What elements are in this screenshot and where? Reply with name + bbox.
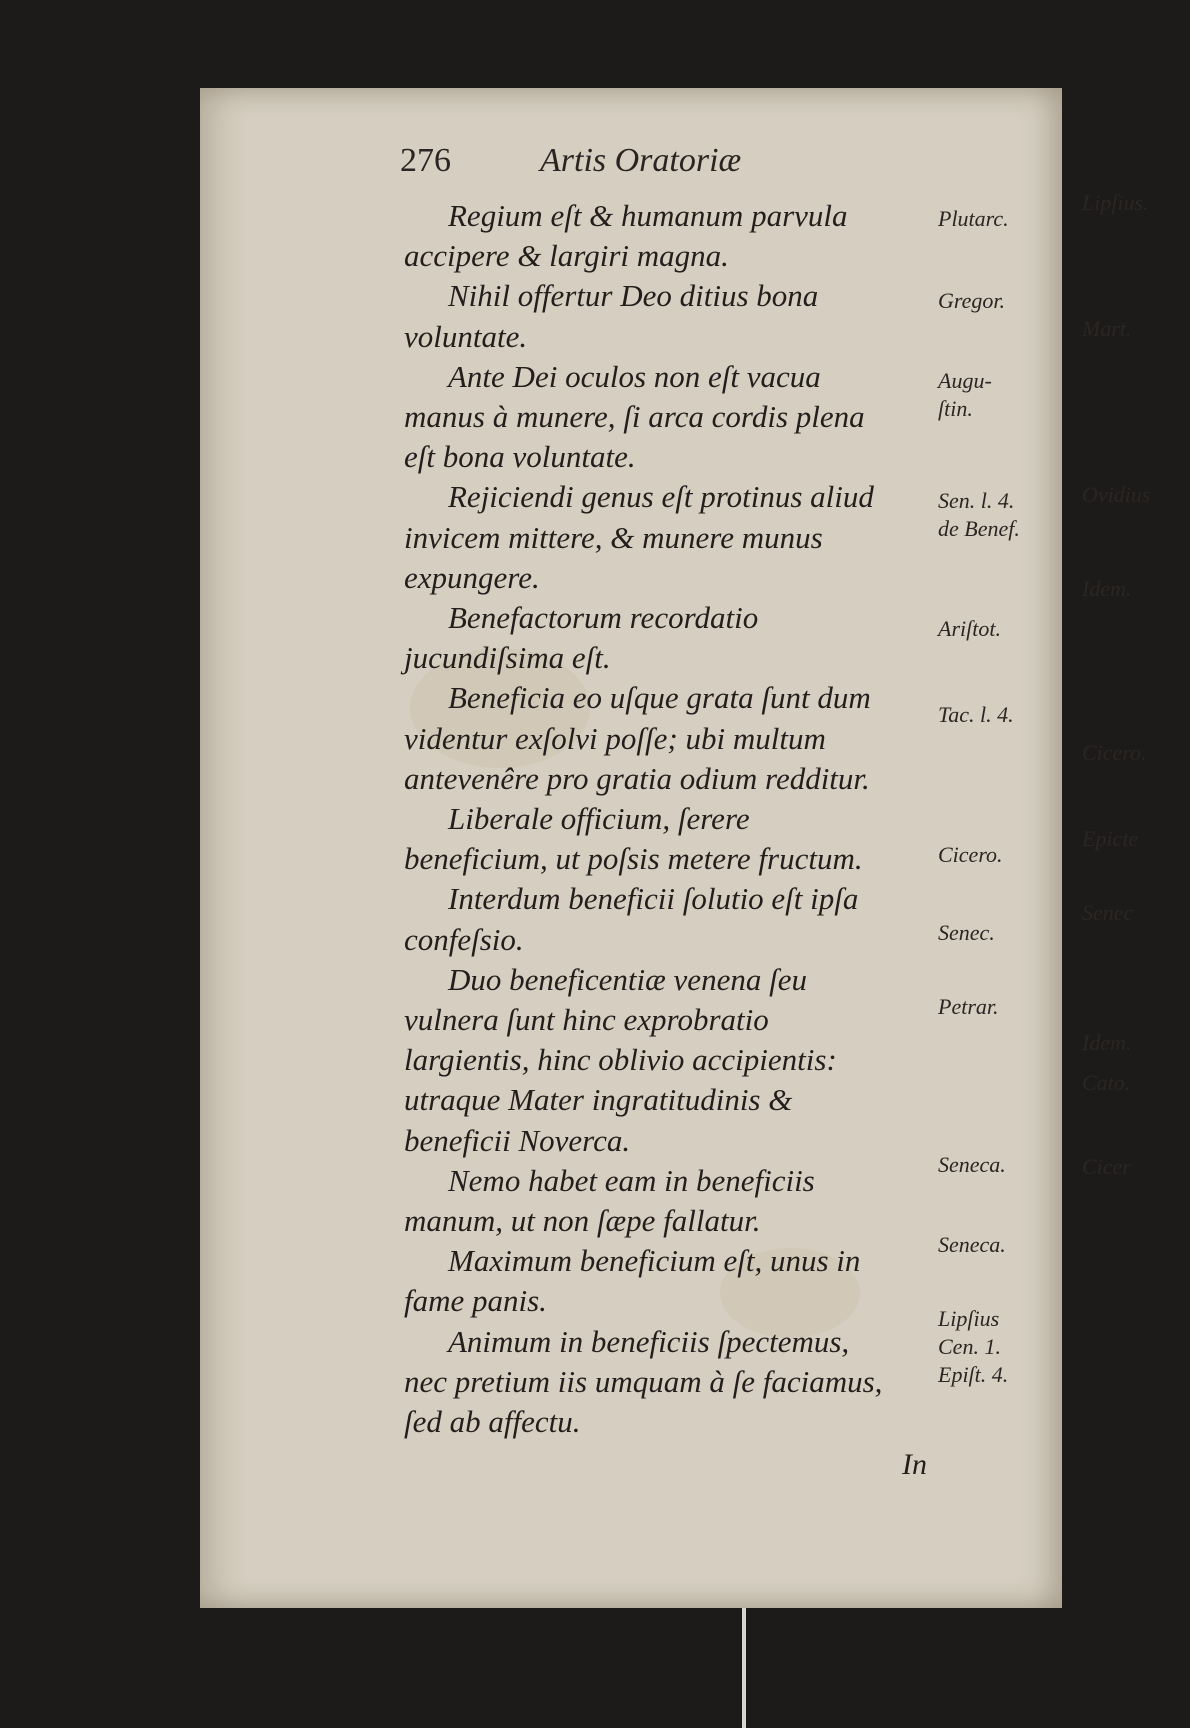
margin-note: Gregor. <box>938 288 1006 313</box>
margin-note: Cen. 1. <box>938 1334 1001 1359</box>
background-divider <box>742 1600 746 1728</box>
facing-page-note: Senec <box>1082 900 1134 925</box>
sentence: Interdum beneficii ſolutio eſt ipſa confeſsio. <box>404 881 859 957</box>
sentence: Regium eſt & humanum parvula accipere & largiri magna. <box>404 198 848 274</box>
margin-note: ſtin. <box>938 396 973 421</box>
facing-page-note: Cato. <box>1082 1070 1131 1095</box>
sentence: Benefactorum recordatio jucundiſsima eſt. <box>404 600 759 676</box>
sentence: Beneficia eo uſque grata ſunt dum videntur exſolvi poſſe; ubi multum antevenêre pro gratia odium redditur. <box>404 680 871 796</box>
sentence: Maximum beneficium eſt, unus in fame panis. <box>404 1243 861 1319</box>
facing-page-note: Cicero. <box>1082 740 1147 765</box>
margin-note: Cicero. <box>938 842 1003 867</box>
sentence: Nihil offertur Deo ditius bona voluntate. <box>404 278 819 354</box>
facing-page-note: Ovidius <box>1082 482 1151 507</box>
margin-note: Epiſt. 4. <box>938 1362 1009 1387</box>
margin-note: Plutarc. <box>938 206 1009 231</box>
page-number: 276 <box>400 142 451 179</box>
facing-page-note: Epicte <box>1082 826 1139 851</box>
margin-note: Senec. <box>938 920 995 945</box>
facing-page-note: Idem. <box>1082 1030 1132 1055</box>
catchword: In <box>902 1448 927 1481</box>
sentence: Rejiciendi genus eſt protinus aliud invicem mittere, & munere munus expungere. <box>404 479 874 595</box>
sentence: Ante Dei oculos non eſt vacua manus à munere, ſi arca cordis plena eſt bona voluntate. <box>404 358 865 475</box>
sentence: Nemo habet eam in beneficiis manum, ut non ſæpe fallatur. <box>404 1162 815 1239</box>
margin-note: Lipſius <box>938 1306 1000 1331</box>
margin-note: Petrar. <box>938 994 999 1019</box>
facing-page-note: Lipſius. <box>1082 190 1149 215</box>
running-title: Artis Oratoriæ <box>540 142 742 179</box>
margin-note: Ariſtot. <box>938 616 1001 641</box>
sentence: Liberale officium, ſerere beneficium, ut poſsis metere fructum. <box>404 801 863 877</box>
margin-note: Seneca. <box>938 1152 1006 1177</box>
margin-note: Sen. l. 4. <box>938 488 1015 513</box>
facing-page-note: Mart. <box>1082 316 1132 341</box>
book-page <box>200 88 1062 1608</box>
margin-note: Tac. l. 4. <box>938 702 1014 727</box>
main-text-column <box>404 196 888 1442</box>
margin-note: de Benef. <box>938 516 1020 541</box>
margin-note: Augu- <box>938 368 992 393</box>
facing-page-note: Cicer <box>1082 1154 1131 1179</box>
margin-note: Seneca. <box>938 1232 1006 1257</box>
sentence: Duo beneficentiæ venena ſeu vulnera ſunt hinc exprobratio largientis, hinc oblivio accipientis: utraque Mater ingratitudinis & beneficii Noverca. <box>404 961 837 1158</box>
facing-page-note: Idem. <box>1082 576 1132 601</box>
sentence: Animum in beneficiis ſpectemus, nec pretium iis umquam à ſe faciamus, ſed ab affectu. <box>404 1323 883 1440</box>
